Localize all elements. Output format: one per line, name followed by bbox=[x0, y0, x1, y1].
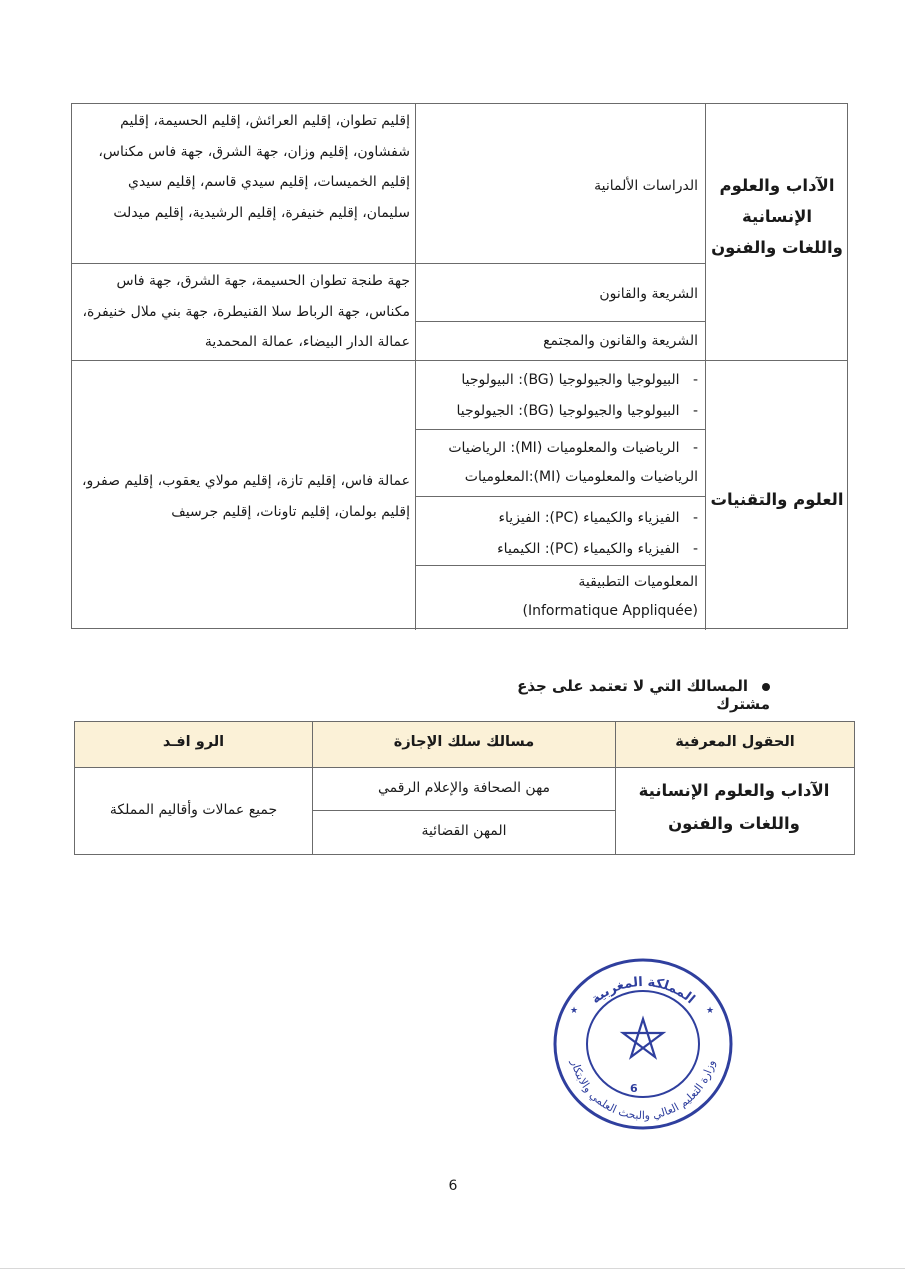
list-dash: - bbox=[692, 372, 698, 388]
table-streams-no-common-core bbox=[74, 721, 855, 855]
table-divider bbox=[415, 429, 706, 430]
seal-text-bottom: وزارة التعليم العالي والبحث العلمي والابتكار bbox=[568, 1058, 718, 1123]
program-german-studies: الدراسات الألمانية bbox=[594, 178, 698, 194]
table-divider bbox=[415, 496, 706, 497]
table-streams-common-core bbox=[71, 103, 848, 629]
program-sharia-law: الشريعة والقانون bbox=[599, 286, 698, 302]
program-applied-informatics bbox=[418, 568, 698, 626]
page-edge bbox=[0, 1268, 905, 1269]
bullet-icon bbox=[762, 683, 770, 691]
star-icon bbox=[623, 1019, 663, 1057]
program-bg-biology bbox=[418, 365, 698, 396]
list-item: البيولوجيا والجيولوجيا (BG): البيولوجيا bbox=[461, 372, 680, 388]
section-heading-text: المسالك التي لا تعتمد على جذع مشترك bbox=[517, 677, 770, 713]
program-pc-chemistry bbox=[418, 534, 698, 565]
ministry-seal bbox=[548, 955, 738, 1135]
program-bg bbox=[418, 365, 698, 426]
program-mi bbox=[418, 434, 698, 492]
header-regions: الرو افـد bbox=[162, 734, 225, 750]
list-item: الفيزياء والكيمياء (PC): الكيمياء bbox=[497, 540, 680, 557]
section-heading bbox=[470, 677, 770, 713]
list-item: الفيزياء والكيمياء (PC): الفيزياء bbox=[498, 510, 680, 526]
program-pc bbox=[418, 503, 698, 564]
table-divider bbox=[72, 360, 848, 361]
seal-star-icon: ★ bbox=[570, 1006, 579, 1016]
field-humanities: الآداب والعلوم الإنسانية واللغات والفنون bbox=[711, 176, 843, 257]
program-pc-physics bbox=[418, 503, 698, 534]
seal-inner-ring bbox=[587, 991, 699, 1097]
list-dash: - bbox=[692, 510, 698, 526]
program-applied-informatics-ar: المعلوميات التطبيقية bbox=[578, 574, 698, 590]
header-programs: مسالك سلك الإجازة bbox=[393, 734, 535, 750]
program-bg-geology bbox=[418, 396, 698, 427]
program-mi-math bbox=[418, 434, 698, 463]
seal-svg bbox=[548, 955, 738, 1135]
table-divider bbox=[312, 810, 616, 811]
regions-sharia: جهة طنجة تطوان الحسيمة، جهة الشرق، جهة فاس مكناس، جهة الرباط سلا القنيطرة، جهة بني ملال خنيفرة، عمالة الدار البيضاء، عمالة المحمدية bbox=[82, 273, 410, 350]
program-journalism: مهن الصحافة والإعلام الرقمي bbox=[377, 780, 551, 796]
table-divider bbox=[415, 565, 706, 566]
field-sciences-techniques: العلوم والتقنيات bbox=[710, 490, 844, 509]
list-dash: - bbox=[692, 402, 698, 419]
list-item: البيولوجيا والجيولوجيا (BG): الجيولوجيا bbox=[456, 402, 680, 419]
list-dash: - bbox=[692, 540, 698, 557]
seal-number: 6 bbox=[630, 1082, 638, 1095]
program-sharia-law-society: الشريعة والقانون والمجتمع bbox=[543, 333, 698, 349]
list-dash: - bbox=[692, 440, 698, 456]
table-divider bbox=[75, 767, 854, 768]
table-divider bbox=[415, 104, 416, 630]
program-judicial: المهن القضائية bbox=[421, 823, 507, 839]
program-mi-informatics: الرياضيات والمعلوميات (MI):المعلوميات bbox=[464, 469, 698, 485]
regions-german-studies: إقليم تطوان، إقليم العرائش، إقليم الحسيمة، إقليم شفشاون، إقليم وزان، جهة الشرق، جهة فاس مكناس، إقليم الخميسات، إقليم سيدي قاسم، إقليم سيدي سليمان، إقليم خنيفرة، إقليم الرشيدية، إقليم ميدلت bbox=[98, 113, 410, 221]
seal-star-icon: ★ bbox=[706, 1006, 715, 1016]
regions-all: جميع عمالات وأقاليم المملكة bbox=[109, 802, 278, 818]
program-applied-informatics-fr: (Informatique Appliquée) bbox=[522, 603, 698, 619]
table-divider bbox=[705, 104, 706, 630]
list-item: الرياضيات والمعلوميات (MI): الرياضيات bbox=[448, 440, 680, 456]
table-divider bbox=[415, 321, 706, 322]
page-number: 6 bbox=[448, 1178, 458, 1194]
field-humanities-2: الآداب والعلوم الإنسانية واللغات والفنون bbox=[638, 781, 830, 833]
seal-text-top: المملكة المغربية bbox=[588, 974, 698, 1008]
header-fields: الحقول المعرفية bbox=[675, 734, 795, 750]
table-divider bbox=[72, 263, 706, 264]
regions-sciences: عمالة فاس، إقليم تازة، إقليم مولاي يعقوب، إقليم صفرو، إقليم بولمان، إقليم تاونات، إقليم جرسيف bbox=[81, 473, 410, 520]
